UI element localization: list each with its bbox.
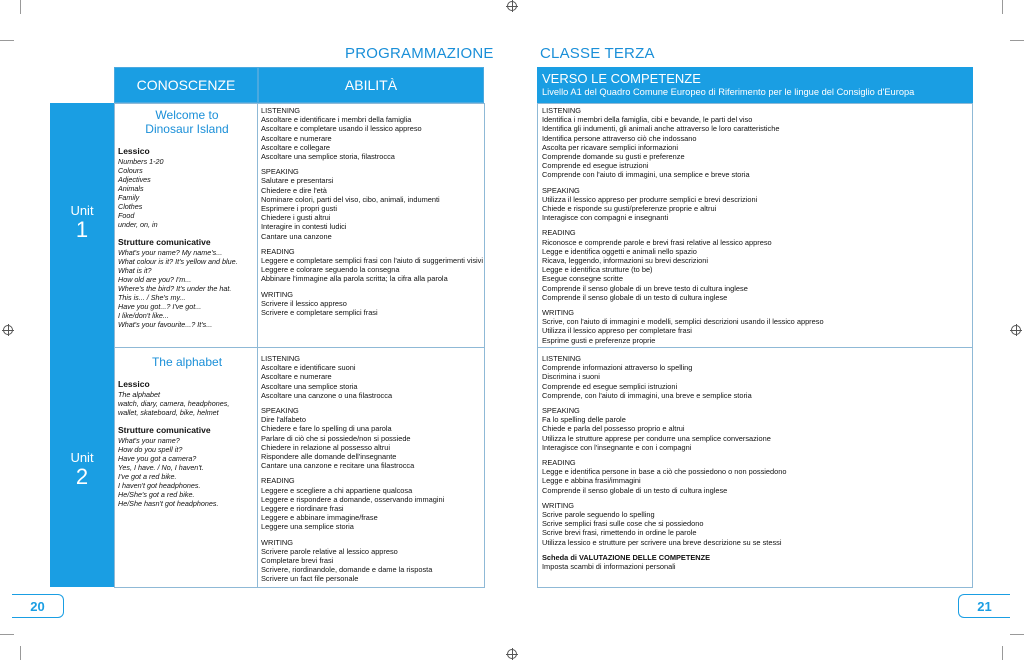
competenze-line: Identifica i membri della famiglia, cibi e bevande, le parti del viso [542, 115, 753, 125]
abilita-line: Cantare una canzone e recitare una filastrocca [261, 461, 415, 471]
scheda-heading: Scheda di VALUTAZIONE DELLE COMPETENZE [542, 552, 711, 562]
competenze-line: Esegue consegne scritte [542, 274, 623, 284]
abilita-line: Esprimere i propri gusti [261, 204, 337, 214]
abilita-line: Ascoltare una semplice storia, filastrocca [261, 152, 395, 162]
strutture-item: I've got a red bike. [118, 472, 177, 481]
competenze-header [537, 67, 973, 103]
abilita-line: Scrivere, riordinandole, domande e dame la risposta [261, 565, 433, 575]
strutture-heading: Strutture comunicative [118, 237, 211, 247]
strutture-item: What's your name? My name's... [118, 248, 223, 257]
crop-mark [20, 0, 21, 14]
section-heading: SPEAKING [261, 167, 299, 177]
abilita-section [261, 247, 483, 284]
competenze-line: Utilizza il lessico appreso per produrre semplici e brevi descrizioni [542, 194, 758, 204]
abilita-line: Parlare di ciò che si possiede/non si possiede [261, 433, 411, 443]
section-heading: WRITING [261, 537, 294, 547]
abilita-line: Chiedere i gusti altrui [261, 213, 331, 223]
strutture-item: What's your favourite...? It's... [118, 320, 213, 329]
abilita-line: Ascoltare e numerare [261, 133, 332, 143]
abilita-line: Completare brevi frasi [261, 556, 334, 566]
competenze-line: Esprime gusti e preferenze proprie [542, 335, 656, 345]
strutture-heading: Strutture comunicative [118, 425, 211, 435]
competenze-line: Comprende domande su gusti e preferenze [542, 152, 685, 162]
strutture-item: Have you got...? I've got... [118, 302, 202, 311]
strutture-item: I like/don't like... [118, 311, 169, 320]
competenze-line: Utilizza le strutture apprese per condurre una semplice conversazione [542, 433, 771, 443]
abilita-line: Rispondere alle domande dell'insegnante [261, 452, 397, 462]
competenze-line: Identifica persone attraverso ciò che indossano [542, 133, 697, 143]
section-heading: WRITING [542, 308, 575, 318]
abilita-section [261, 106, 483, 161]
competenze-line: Utilizza lessico e strutture per scrivere una breve descrizione su se stessi [542, 537, 782, 547]
lessico-item: Food [118, 211, 135, 220]
lessico-item: Adjectives [118, 175, 151, 184]
unit-2-abilita [261, 354, 483, 584]
page-number-right: 21 [958, 594, 1010, 618]
abilita-line: Nominare colori, parti del viso, cibo, animali, indumenti [261, 194, 440, 204]
column-header-conoscenze: CONOSCENZE [114, 67, 258, 103]
crop-mark [1002, 646, 1003, 660]
competenze-line: Ricava, leggendo, informazioni su brevi descrizioni [542, 256, 708, 266]
competenze-line: Comprende informazioni attraverso lo spelling [542, 363, 693, 373]
competenze-section [542, 406, 970, 452]
competenze-line: Identifica gli indumenti, gli animali anche attraverso le loro caratteristiche [542, 124, 780, 134]
strutture-item: What is it? [118, 266, 152, 275]
unit-2-conoscenze [118, 355, 256, 508]
abilita-section [261, 290, 483, 318]
page-number-left: 20 [12, 594, 64, 618]
competenze-line: Legge e identifica persone in base a ciò che possiedono o non possiedono [542, 467, 787, 477]
section-heading: SPEAKING [261, 406, 299, 416]
abilita-line: Chiedere e fare lo spelling di una parola [261, 424, 392, 434]
crop-mark [1010, 40, 1024, 41]
competenze-subtitle: Livello A1 del Quadro Comune Europeo di Riferimento per le lingue del Consiglio d'Europa [542, 87, 915, 97]
lessico-item: Animals [118, 184, 144, 193]
competenze-line: Comprende ed esegue istruzioni [542, 161, 649, 171]
abilita-line: Leggere e colorare seguendo la consegna [261, 265, 400, 275]
lessico-item: wallet, skateboard, bike, helmet [118, 408, 219, 417]
competenze-line: Chiede e parla del possesso proprio e altrui [542, 424, 685, 434]
abilita-line: Scrivere e completare semplici frasi [261, 308, 378, 318]
abilita-section [261, 476, 483, 531]
abilita-line: Chiedere in relazione al possesso altrui [261, 442, 390, 452]
unit-2-title-line: The alphabet [151, 355, 223, 369]
abilita-line: Scrivere parole relative al lessico appreso [261, 546, 398, 556]
section-heading: WRITING [542, 500, 575, 510]
crop-mark [1002, 0, 1003, 14]
abilita-line: Leggere una semplice storia [261, 522, 354, 532]
abilita-line: Chiedere e dire l'età [261, 185, 327, 195]
unit-2-label: Unit [70, 450, 94, 465]
section-heading: LISTENING [542, 354, 582, 363]
competenze-section [542, 553, 970, 571]
lessico-item: Clothes [118, 202, 143, 211]
unit-2-competenze [542, 354, 970, 571]
abilita-section [261, 354, 483, 400]
competenze-line: Comprende il senso globale di un testo di cultura inglese [542, 485, 728, 495]
competenze-section [542, 106, 970, 180]
abilita-line: Ascoltare e identificare i membri della famiglia [261, 115, 412, 125]
competenze-line: Chiede e risponde su gusti/preferenze proprie e altrui [542, 204, 717, 214]
registration-mark-icon [1011, 325, 1021, 335]
section-heading: SPEAKING [542, 185, 580, 195]
competenze-section [542, 458, 970, 495]
section-heading: READING [542, 228, 576, 238]
unit-1-number: 1 [75, 217, 89, 242]
strutture-item: This is... / She's my... [118, 293, 186, 302]
abilita-line: Ascoltare e completare usando il lessico appreso [261, 124, 422, 134]
competenze-line: Legge e identifica oggetti e animali nello spazio [542, 246, 697, 256]
abilita-line: Ascoltare e numerare [261, 372, 332, 382]
unit-1-label: Unit [70, 203, 94, 218]
competenze-line: Comprende il senso globale di un breve testo di cultura inglese [542, 283, 748, 293]
registration-mark-icon [3, 325, 13, 335]
abilita-line: Dire l'alfabeto [261, 415, 306, 425]
strutture-item: He/She hasn't got headphones. [118, 499, 219, 508]
section-heading: LISTENING [542, 106, 582, 115]
unit-2-number: 2 [75, 464, 89, 489]
abilita-line: Ascoltare e collegare [261, 142, 331, 152]
abilita-line: Cantare una canzone [261, 231, 332, 241]
strutture-item: I haven't got headphones. [118, 481, 201, 490]
lessico-heading: Lessico [118, 146, 150, 156]
section-heading: READING [542, 458, 576, 468]
competenze-line: Comprende il senso globale di un testo di cultura inglese [542, 292, 728, 302]
lessico-item: under, on, in [118, 220, 158, 229]
competenze-line: Riconosce e comprende parole e brevi frasi relative al lessico appreso [542, 237, 772, 247]
competenze-line: Scrive parole seguendo lo spelling [542, 510, 655, 520]
strutture-item: What's your name? [118, 436, 180, 445]
section-heading: LISTENING [261, 354, 301, 363]
registration-mark-icon [507, 1, 517, 11]
unit-2-bar [50, 348, 114, 587]
abilita-line: Interagire in contesti ludici [261, 222, 347, 232]
abilita-line: Ascoltare una canzone o una filastrocca [261, 390, 393, 400]
column-header-abilita: ABILITÀ [258, 67, 484, 103]
competenze-line: Interagisce con compagni e insegnanti [542, 213, 669, 223]
crop-mark [20, 646, 21, 660]
section-heading: LISTENING [261, 106, 301, 115]
strutture-item: What colour is it? It's yellow and blue. [118, 257, 238, 266]
abilita-section [261, 167, 483, 241]
abilita-line: Salutare e presentarsi [261, 176, 334, 186]
competenze-line: Interagisce con l'insegnante e con i compagni [542, 442, 692, 452]
competenze-line: Comprende ed esegue semplici istruzioni [542, 381, 678, 391]
crop-mark [0, 634, 14, 635]
abilita-line: Scrivere il lessico appreso [261, 298, 347, 308]
competenze-section [542, 186, 970, 223]
competenze-line: Comprende, con l'aiuto di immagini, una breve e semplice storia [542, 390, 752, 400]
lessico-item: watch, diary, camera, headphones, [118, 399, 230, 408]
abilita-section [261, 538, 483, 584]
strutture-item: Have you got a camera? [118, 454, 197, 463]
unit-1-conoscenze [118, 108, 256, 329]
competenze-line: Discrimina i suoni [542, 372, 600, 382]
competenze-line: Legge e identifica strutture (to be) [542, 265, 653, 275]
competenze-section [542, 354, 970, 400]
abilita-line: Ascoltare e identificare suoni [261, 363, 356, 373]
competenze-line: Legge e abbina frasi/immagini [542, 476, 641, 486]
competenze-line: Scrive brevi frasi, rimettendo in ordine le parole [542, 528, 697, 538]
section-heading: READING [261, 246, 295, 256]
crop-mark [1010, 634, 1024, 635]
competenze-section [542, 308, 970, 345]
competenze-title: VERSO LE COMPETENZE [542, 71, 701, 86]
lessico-heading: Lessico [118, 379, 150, 389]
competenze-line: Comprende con l'aiuto di immagini, una semplice e breve storia [542, 170, 750, 180]
lessico-item: Colours [118, 166, 143, 175]
competenze-line: Utilizza il lessico appreso per completare frasi [542, 326, 692, 336]
strutture-item: How do you spell it? [118, 445, 183, 454]
page-title-left: PROGRAMMAZIONE [345, 45, 494, 62]
abilita-line: Scrivere un fact file personale [261, 574, 359, 584]
abilita-line: Leggere e abbinare immagine/frase [261, 513, 378, 523]
strutture-item: He/She's got a red bike. [118, 490, 195, 499]
competenze-line: Scrive, con l'aiuto di immagini e modelli, semplici descrizioni usando il lessico appreso [542, 317, 824, 327]
unit-1-bar [50, 103, 114, 348]
lessico-item: The alphabet [118, 390, 160, 399]
abilita-line: Leggere e scegliere a chi appartiene qualcosa [261, 485, 413, 495]
registration-mark-icon [507, 649, 517, 659]
strutture-item: Yes, I have. / No, I haven't. [118, 463, 204, 472]
abilita-section [261, 406, 483, 470]
competenze-line: Ascolta per ricavare semplici informazioni [542, 142, 678, 152]
lessico-item: Numbers 1-20 [118, 157, 164, 166]
abilita-line: Leggere e completare semplici frasi con l'aiuto di suggerimenti visivi [261, 256, 484, 266]
page-title-right: CLASSE TERZA [540, 45, 655, 62]
unit-1-abilita [261, 106, 483, 317]
abilita-line: Leggere e riordinare frasi [261, 504, 344, 514]
strutture-item: Where's the bird? It's under the hat. [118, 284, 232, 293]
competenze-section [542, 501, 970, 547]
unit-1-title-line: Welcome to [155, 108, 219, 122]
competenze-line: Imposta scambi di informazioni personali [542, 562, 676, 572]
abilita-line: Abbinare l'immagine alla parola scritta; la cifra alla parola [261, 274, 448, 284]
competenze-line: Scrive semplici frasi sulle cose che si possiedono [542, 519, 704, 529]
strutture-item: How old are you? I'm... [118, 275, 192, 284]
section-heading: READING [261, 476, 295, 486]
section-heading: WRITING [261, 289, 294, 299]
section-heading: SPEAKING [542, 406, 580, 416]
unit-1-title-line: Dinosaur Island [145, 122, 229, 136]
abilita-line: Ascoltare una semplice storia [261, 381, 358, 391]
lessico-item: Family [118, 193, 140, 202]
competenze-section [542, 228, 970, 302]
crop-mark [0, 40, 14, 41]
competenze-line: Fa lo spelling delle parole [542, 415, 626, 425]
abilita-line: Leggere e rispondere a domande, osservando immagini [261, 494, 445, 504]
unit-1-competenze [542, 106, 970, 345]
